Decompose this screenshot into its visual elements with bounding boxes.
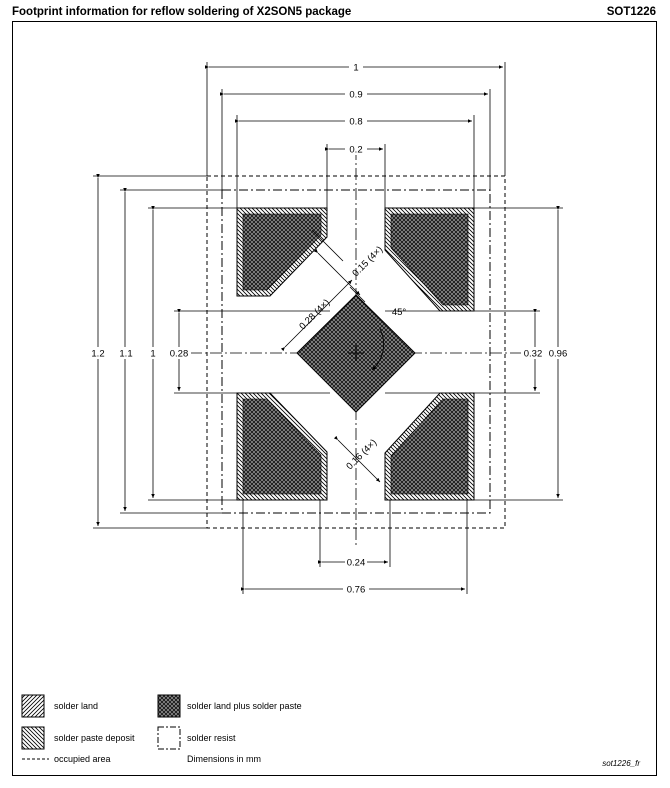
dim-left-1: 1 (150, 348, 156, 360)
legend-land-plus-paste-swatch (158, 695, 180, 717)
dim-top-0-8: 0.8 (349, 116, 363, 128)
pad-bottom-right (385, 393, 474, 500)
dim-diag-0-16: 0.16 (4×) (344, 437, 380, 473)
dim-top-1: 1 (353, 62, 359, 74)
legend-paste-deposit-swatch (22, 727, 44, 749)
page-title: Footprint information for reflow soldering of X2SON5 package (12, 6, 352, 18)
legend-solder-paste-deposit: solder paste deposit (54, 733, 135, 743)
legend-solder-land: solder land (54, 701, 99, 711)
dim-bottom-0-24: 0.24 (346, 557, 366, 569)
pad-top-right (385, 208, 474, 311)
pad-top-left (237, 208, 327, 296)
angle-45-label: 45° (391, 307, 407, 318)
legend-occupied-area: occupied area (54, 754, 111, 764)
dim-top-0-2: 0.2 (349, 144, 363, 156)
dim-right-0-32: 0.32 (523, 348, 543, 360)
legend-solder-resist: solder resist (187, 733, 236, 743)
dimensions-unit-note: Dimensions in mm (187, 754, 262, 764)
pad-bottom-left (237, 393, 327, 500)
figure-code: sot1226_fr (602, 759, 640, 768)
dim-diag-0-15: 0.15 (4×) (350, 244, 386, 280)
dim-left-1-2: 1.2 (91, 348, 105, 360)
package-code: SOT1226 (606, 6, 656, 18)
dim-right-0-96: 0.96 (548, 348, 568, 360)
dim-diag-0-28: 0.28 (4×) (297, 297, 333, 333)
dim-top-0-9: 0.9 (349, 89, 363, 101)
legend-solder-resist-swatch (158, 727, 180, 749)
legend-solder-land-swatch (22, 695, 44, 717)
dim-left-0-28: 0.28 (169, 348, 189, 360)
dim-left-1-1: 1.1 (119, 348, 133, 360)
legend-solder-land-plus-paste: solder land plus solder paste (187, 701, 302, 711)
dim-bottom-0-76: 0.76 (346, 584, 366, 596)
